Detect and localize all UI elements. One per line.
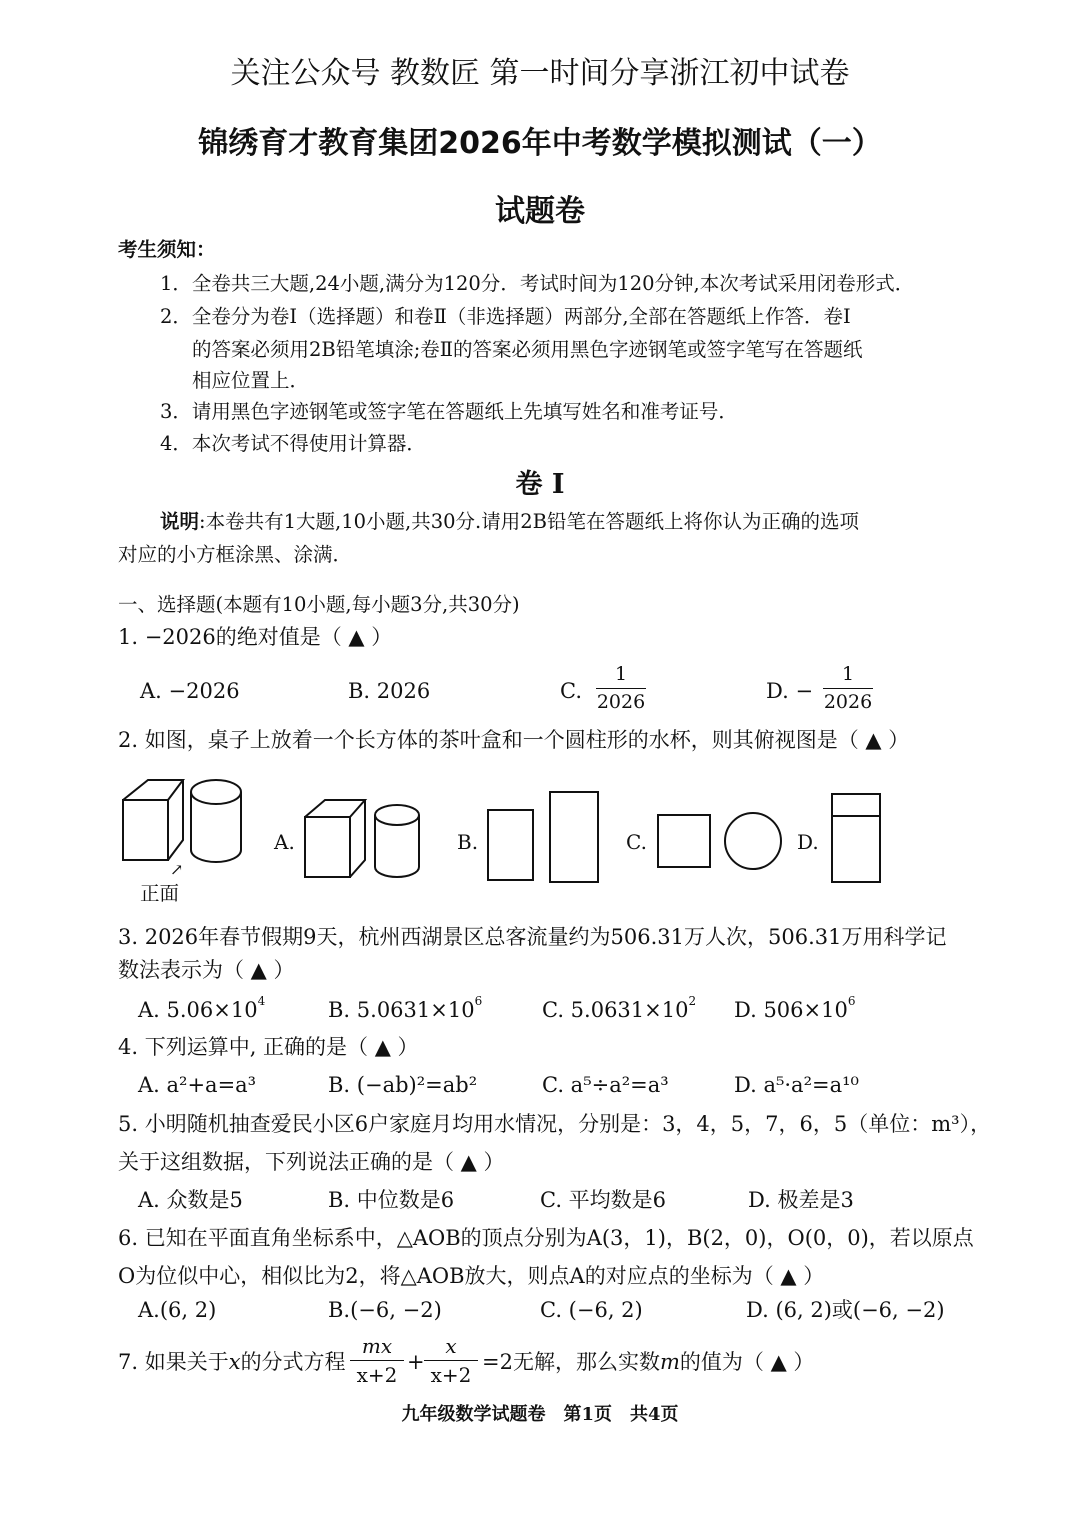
q7-f1-numerator: mx [361, 1334, 393, 1358]
front-arrow-icon: ↗ [170, 860, 184, 879]
q6-option-d: D. (6, 2)或(−6, −2) [746, 1298, 945, 1322]
notice-item-3: 3．请用黑色字迹钢笔或签字笔在答题纸上先填写姓名和准考证号． [160, 400, 738, 423]
q3-b-base: B. 5.0631×10 [328, 998, 475, 1022]
q1-option-c-label: C. [560, 679, 582, 703]
q3-a-exp: 4 [257, 994, 266, 1008]
q4-option-a: A. a²+a=a³ [138, 1073, 257, 1097]
box-front-face [305, 817, 350, 877]
q1-option-d-fraction [823, 665, 873, 712]
box-side-face [350, 800, 365, 877]
q3-option-a [138, 994, 266, 1023]
box-top-face [305, 800, 365, 817]
box-top-face [123, 780, 183, 800]
q1-option-c-fraction [596, 665, 646, 712]
cylinder-top [191, 780, 241, 804]
q7-var-x: x [228, 1350, 241, 1374]
q7-pre: 7. 如果关于 [118, 1350, 229, 1374]
exam-title: 锦绣育才教育集团2026年中考数学模拟测试（一） [198, 126, 882, 161]
q1-option-a: A. −2026 [140, 679, 240, 703]
q4-option-b: B. (−ab)²=ab² [328, 1073, 478, 1097]
q7-post: =2无解，那么实数 [482, 1350, 660, 1374]
section-note-line2: 对应的小方框涂黑、涂满． [118, 543, 353, 566]
q5-stem-line2: 关于这组数据，下列说法正确的是（ ▲ ） [118, 1150, 505, 1174]
q3-b-exp: 6 [474, 994, 483, 1008]
q5-option-c: C. 平均数是6 [540, 1188, 667, 1212]
q7-plus: + [407, 1350, 425, 1374]
q4-stem: 4. 下列运算中, 正确的是（ ▲ ） [118, 1035, 419, 1059]
q2-option-d-figure [830, 792, 885, 887]
q2-option-c-label: C. [626, 830, 647, 854]
q7-stem-pre [118, 1350, 346, 1375]
q2-front-label: 正面 [140, 882, 180, 905]
q3-option-b [328, 994, 483, 1023]
q6-stem-line2: O为位似中心，相似比为2，将△AOB放大，则点A的对应点的坐标为（ ▲ ） [118, 1264, 825, 1288]
q6-option-b: B.(−6, −2) [328, 1298, 442, 1322]
top-banner: 关注公众号 教数匠 第一时间分享浙江初中试卷 [230, 56, 850, 91]
q3-stem-line1: 3. 2026年春节假期9天，杭州西湖景区总客流量约为506.31万人次，506.31万用科学记 [118, 925, 947, 949]
q5-option-b: B. 中位数是6 [328, 1188, 455, 1212]
q4-option-d: D. a⁵·a²=a¹⁰ [734, 1073, 859, 1097]
q2-option-b-figure [486, 790, 606, 890]
notice-item-1: 1．全卷共三大题,24小题,满分为120分．考试时间为120分钟,本次考试采用闭卷形式． [160, 272, 915, 295]
q2-option-a-label: A. [274, 830, 295, 854]
outer-rect [832, 794, 880, 882]
section-note-label: 说明 [160, 510, 200, 533]
circle-top-view [725, 813, 781, 869]
q7-f1-denominator: x+2 [356, 1363, 398, 1387]
q3-option-d [734, 994, 856, 1023]
q2-option-c-figure [656, 805, 786, 875]
q2-stem: 2. 如图，桌子上放着一个长方体的茶叶盒和一个圆柱形的水杯，则其俯视图是（ ▲ ） [118, 728, 910, 752]
q6-stem-line1: 6. 已知在平面直角坐标系中，△AOB的顶点分别为A(3，1)，B(2，0)，O(0，0)，若以原点 [118, 1226, 974, 1250]
section-note-line1: :本卷共有1大题,10小题,共30分.请用2B铅笔在答题纸上将你认为正确的选项 [199, 510, 859, 533]
q1-c-denominator: 2026 [596, 691, 646, 713]
q3-d-base: D. 506×10 [734, 998, 848, 1022]
q5-option-a: A. 众数是5 [138, 1188, 243, 1212]
q3-a-base: A. 5.06×10 [138, 998, 258, 1022]
notice-item-2: 2．全卷分为卷Ⅰ（选择题）和卷Ⅱ（非选择题）两部分,全部在答题纸上作答．卷Ⅰ [160, 305, 851, 328]
box-side-face [168, 780, 183, 860]
q7-mid: 的分式方程 [240, 1350, 346, 1374]
q6-option-c: C. (−6, 2) [540, 1298, 643, 1322]
q3-c-exp: 2 [688, 994, 697, 1008]
square-top-view [658, 815, 710, 867]
q2-option-d-label: D. [797, 830, 819, 854]
exam-subtitle: 试题卷 [495, 194, 585, 229]
q1-option-b: B. 2026 [348, 679, 431, 703]
q1-stem: 1. −2026的绝对值是（ ▲ ） [118, 625, 393, 649]
notice-heading: 考生须知： [118, 238, 216, 261]
q1-c-numerator: 1 [614, 663, 628, 685]
q7-fraction-1 [350, 1336, 404, 1385]
q5-stem-line1: 5. 小明随机抽查爱民小区6户家庭月均用水情况，分别是：3，4，5，7，6，5（单位：m³）， [118, 1112, 992, 1136]
cylinder-top [375, 805, 419, 825]
q1-option-d-label: D. − [766, 679, 814, 703]
q7-fraction-2 [424, 1336, 478, 1385]
notice-item-2-cont2: 相应位置上． [192, 369, 310, 392]
notice-item-2-cont: 的答案必须用2B铅笔填涂;卷Ⅱ的答案必须用黑色字迹钢笔或签字笔写在答题纸 [192, 338, 863, 361]
q7-var-m: m [659, 1350, 680, 1374]
notice-item-4: 4．本次考试不得使用计算器． [160, 432, 426, 455]
cylinder-side-rect [550, 792, 598, 882]
q7-f2-numerator: x [445, 1334, 457, 1358]
q7-f2-denominator: x+2 [430, 1363, 472, 1387]
cylinder-body [191, 792, 241, 862]
q2-option-a-figure [300, 795, 430, 885]
q1-d-numerator: 1 [841, 663, 855, 685]
q3-d-exp: 6 [847, 994, 856, 1008]
q4-option-c: C. a⁵÷a²=a³ [542, 1073, 669, 1097]
q5-option-d: D. 极差是3 [748, 1188, 854, 1212]
q2-option-b-label: B. [457, 830, 479, 854]
q3-c-base: C. 5.0631×10 [542, 998, 689, 1022]
q6-option-a: A.(6, 2) [138, 1298, 217, 1322]
page-footer: 九年级数学试题卷 第1页 共4页 [401, 1404, 679, 1425]
q7-stem-post [482, 1350, 814, 1375]
q3-option-c [542, 994, 697, 1023]
section-title: 卷 Ⅰ [515, 469, 565, 500]
q7-tail: 的值为（ ▲ ） [679, 1350, 815, 1374]
box-front-face [123, 800, 168, 860]
q1-d-denominator: 2026 [823, 691, 873, 713]
part-title: 一、选择题(本题有10小题,每小题3分,共30分) [118, 593, 520, 616]
q3-stem-line2: 数法表示为（ ▲ ） [118, 958, 295, 982]
box-top-view-rect [488, 810, 533, 880]
